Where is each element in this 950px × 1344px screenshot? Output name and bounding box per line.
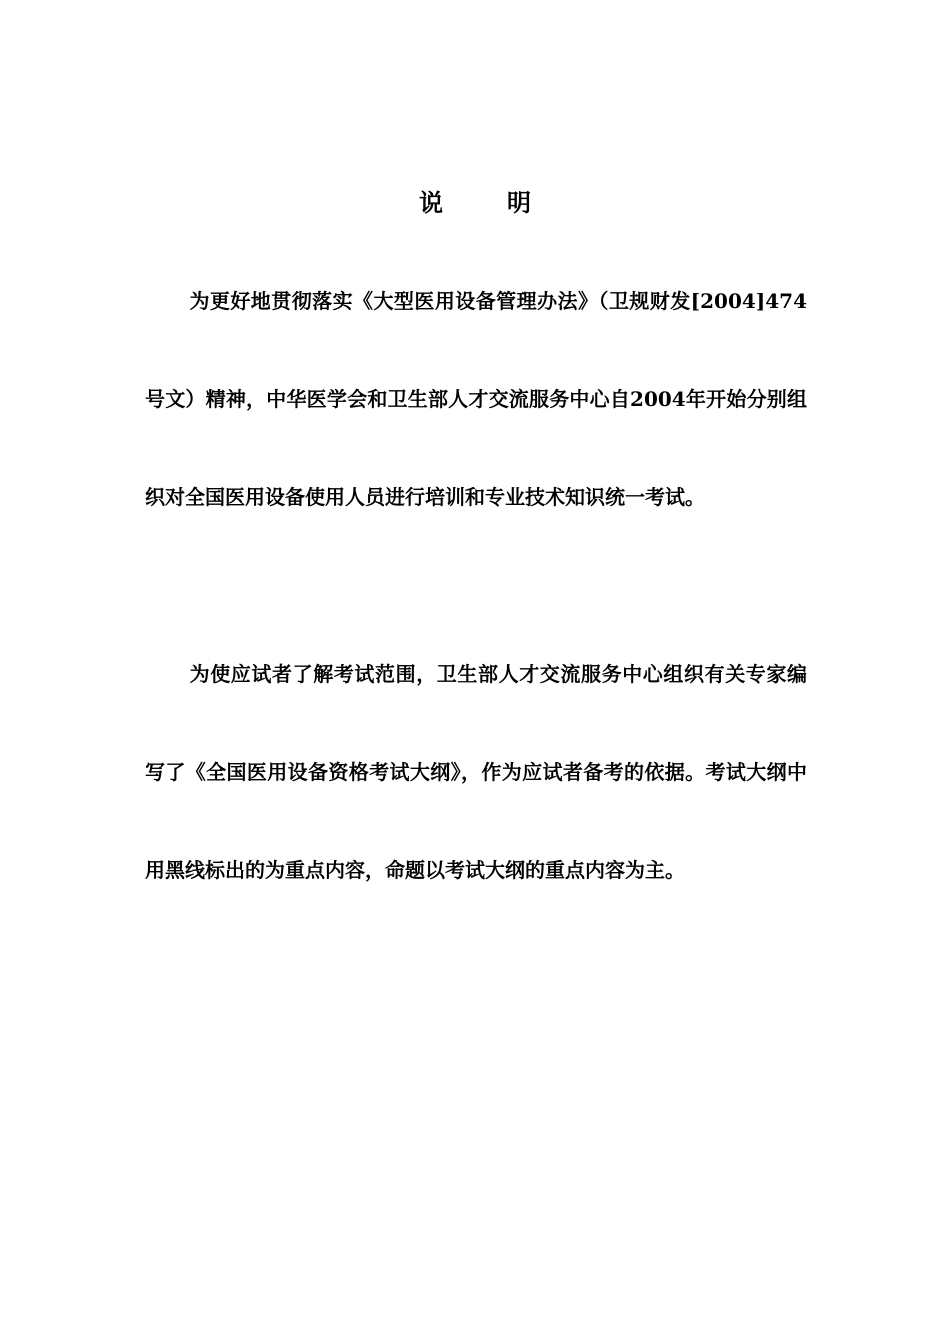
paragraph-1-text: 为更好地贯彻落实《大型医用设备管理办法》（卫规财发[2004]474号文）精神，中华医学会和卫生部人才交流服务中心自2004年开始分别组织对全国医用设备使用人员进行培训和专业技术知识统一考试。 (145, 289, 807, 509)
paragraph-2-text: 为使应试者了解考试范围，卫生部人才交流服务中心组织有关专家编写了《全国医用设备资格考试大纲》，作为应试者备考的依据。考试大纲中用黑线标出的为重点内容，命题以考试大纲的重点内容为主。 (145, 662, 807, 882)
paragraph-1 (145, 252, 807, 546)
title-char-2: 明 (507, 188, 531, 217)
document-title (0, 183, 950, 218)
title-char-1: 说 (419, 188, 443, 217)
paragraph-2 (145, 625, 807, 919)
